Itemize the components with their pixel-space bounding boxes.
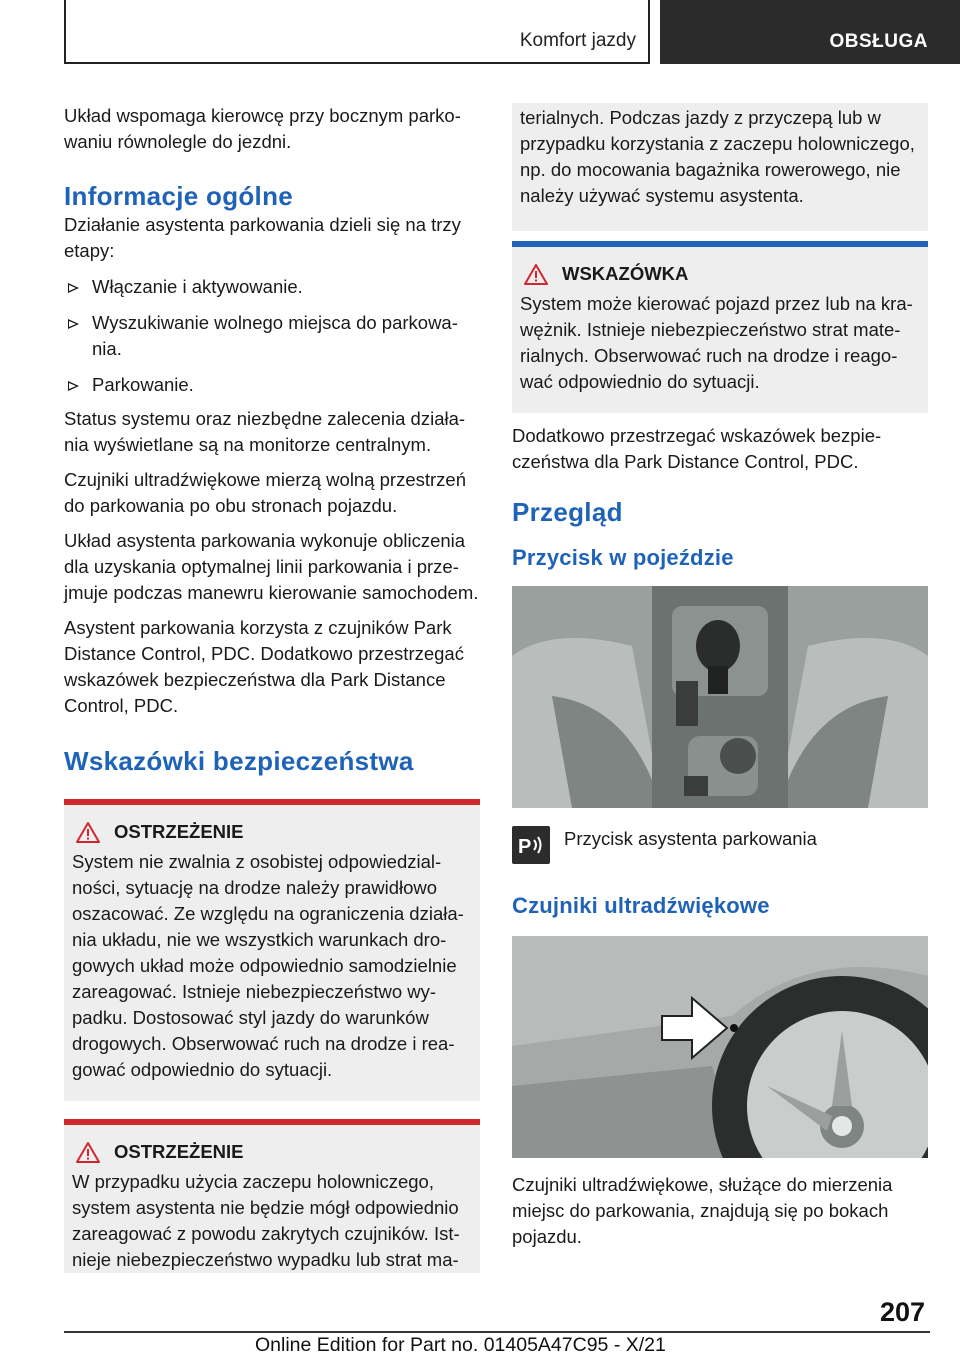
warning-box xyxy=(64,799,480,1101)
bullet-triangle-icon xyxy=(68,283,79,293)
sensors-paragraph: Czujniki ultradźwiękowe mierzą wolną przestrzeń do parkowania po obu stronach pojazdu. xyxy=(64,469,467,516)
pdc-note-paragraph: Dodatkowo przestrzegać wskazówek bezpieczeństwa dla Park Distance Control, PDC. xyxy=(512,425,882,472)
header-chapter-tab[interactable] xyxy=(660,0,960,64)
heading-general-info: Informacje ogólne xyxy=(64,181,294,211)
warning-triangle-icon xyxy=(76,1142,100,1163)
stages-list xyxy=(64,274,480,398)
hint-title: WSKAZÓWKA xyxy=(562,263,689,284)
bullet-triangle-icon xyxy=(68,319,79,329)
hint-triangle-icon xyxy=(524,264,548,285)
list-item: Włączanie i aktywowanie. xyxy=(64,274,480,300)
warning-text: terialnych. Podczas jazdy z przyczepą lub w przypadku korzystania z zaczepu holowniczego, np. do mocowania bagażnika rowerowego, nie należy używać systemu asystenta. xyxy=(520,107,915,206)
footer-edition: Online Edition for Part no. 01405A47C95 - X/21 xyxy=(255,1334,666,1356)
wheel-sensor-photo xyxy=(512,936,928,1158)
footer-rule xyxy=(64,1331,930,1333)
sensors-caption: Czujniki ultradźwiękowe, służące do mierzenia miejsc do parkowania, znajdują się po bokach pojazdu. xyxy=(512,1174,893,1247)
heading-overview: Przegląd xyxy=(512,497,623,527)
warning-box xyxy=(64,1119,480,1273)
header-rule-bottom xyxy=(64,62,650,64)
header-rule-left xyxy=(64,0,66,64)
wheel-sensor-illustration xyxy=(512,936,928,1158)
center-console-illustration xyxy=(512,586,928,808)
button-caption: Przycisk asystenta parkowania xyxy=(564,828,817,849)
list-item: Wyszukiwanie wolnego miejsca do parkowania. xyxy=(64,310,480,362)
heading-safety: Wskazówki bezpieczeństwa xyxy=(64,746,414,776)
page-number: 207 xyxy=(880,1297,926,1327)
warning-title: OSTRZEŻENIE xyxy=(114,1141,244,1162)
list-item: Parkowanie. xyxy=(64,372,480,398)
warning-text: System nie zwalnia z osobistej odpowiedzialności, sytuację na drodze należy prawidłowo oszacować. Ze względu na ograniczenia działania układu, nie we wszystkich warunkach drogowych układ może odpowiednio samodzielnie zareagować. Istnieje niebezpieczeństwo wypadku. Dostosować styl jazdy do warunków drogowych. Obserwować ruch na drodze i reagować odpowiednio do sytuacji. xyxy=(72,851,464,1080)
header-chapter-label: OBSŁUGA xyxy=(829,31,928,52)
left-column xyxy=(64,103,480,1273)
status-paragraph: Status systemu oraz niezbędne zalecenia działania wyświetlane są na monitorze centralnym. xyxy=(64,408,466,455)
header-section-title: Komfort jazdy xyxy=(519,30,636,51)
warning-title: OSTRZEŻENIE xyxy=(114,821,244,842)
bullet-triangle-icon xyxy=(68,381,79,391)
button-legend xyxy=(512,826,928,864)
hint-box xyxy=(512,241,928,413)
center-console-photo xyxy=(512,586,928,808)
right-column xyxy=(512,103,928,1250)
heading-button-in-vehicle: Przycisk w pojeździe xyxy=(512,545,734,570)
heading-ultrasonic-sensors: Czujniki ultradźwiękowe xyxy=(512,893,770,918)
warning-triangle-icon xyxy=(76,822,100,843)
warning-box-continued xyxy=(512,103,928,231)
warning-text: W przypadku użycia zaczepu holowniczego, system asystenta nie będzie mógł odpowiednio zareagować z powodu zakrytych czujników. Istnieje niebezpieczeństwo wypadku lub strat ma- xyxy=(72,1171,460,1270)
intro-paragraph: Układ wspomaga kierowcę przy bocznym parkowaniu równolegle do jezdni. xyxy=(64,105,461,152)
header-rule-right xyxy=(648,0,650,64)
parking-assistant-button-icon xyxy=(512,826,550,864)
hint-text: System może kierować pojazd przez lub na krawężnik. Istnieje niebezpieczeństwo strat materialnych. Obserwować ruch na drodze i reagować odpowiednio do sytuacji. xyxy=(520,293,913,392)
pdc-paragraph: Asystent parkowania korzysta z czujników Park Distance Control, PDC. Dodatkowo przestrzegać wskazówek bezpieczeństwa dla Park Distance Control, PDC. xyxy=(64,617,464,716)
calculation-paragraph: Układ asystenta parkowania wykonuje obliczenia dla uzyskania optymalnej linii parkowania i przejmuje podczas manewru kierowanie samochodem. xyxy=(64,530,479,603)
info-paragraph: Działanie asystenta parkowania dzieli się na trzy etapy: xyxy=(64,214,461,261)
svg-text:P: P xyxy=(518,836,532,858)
